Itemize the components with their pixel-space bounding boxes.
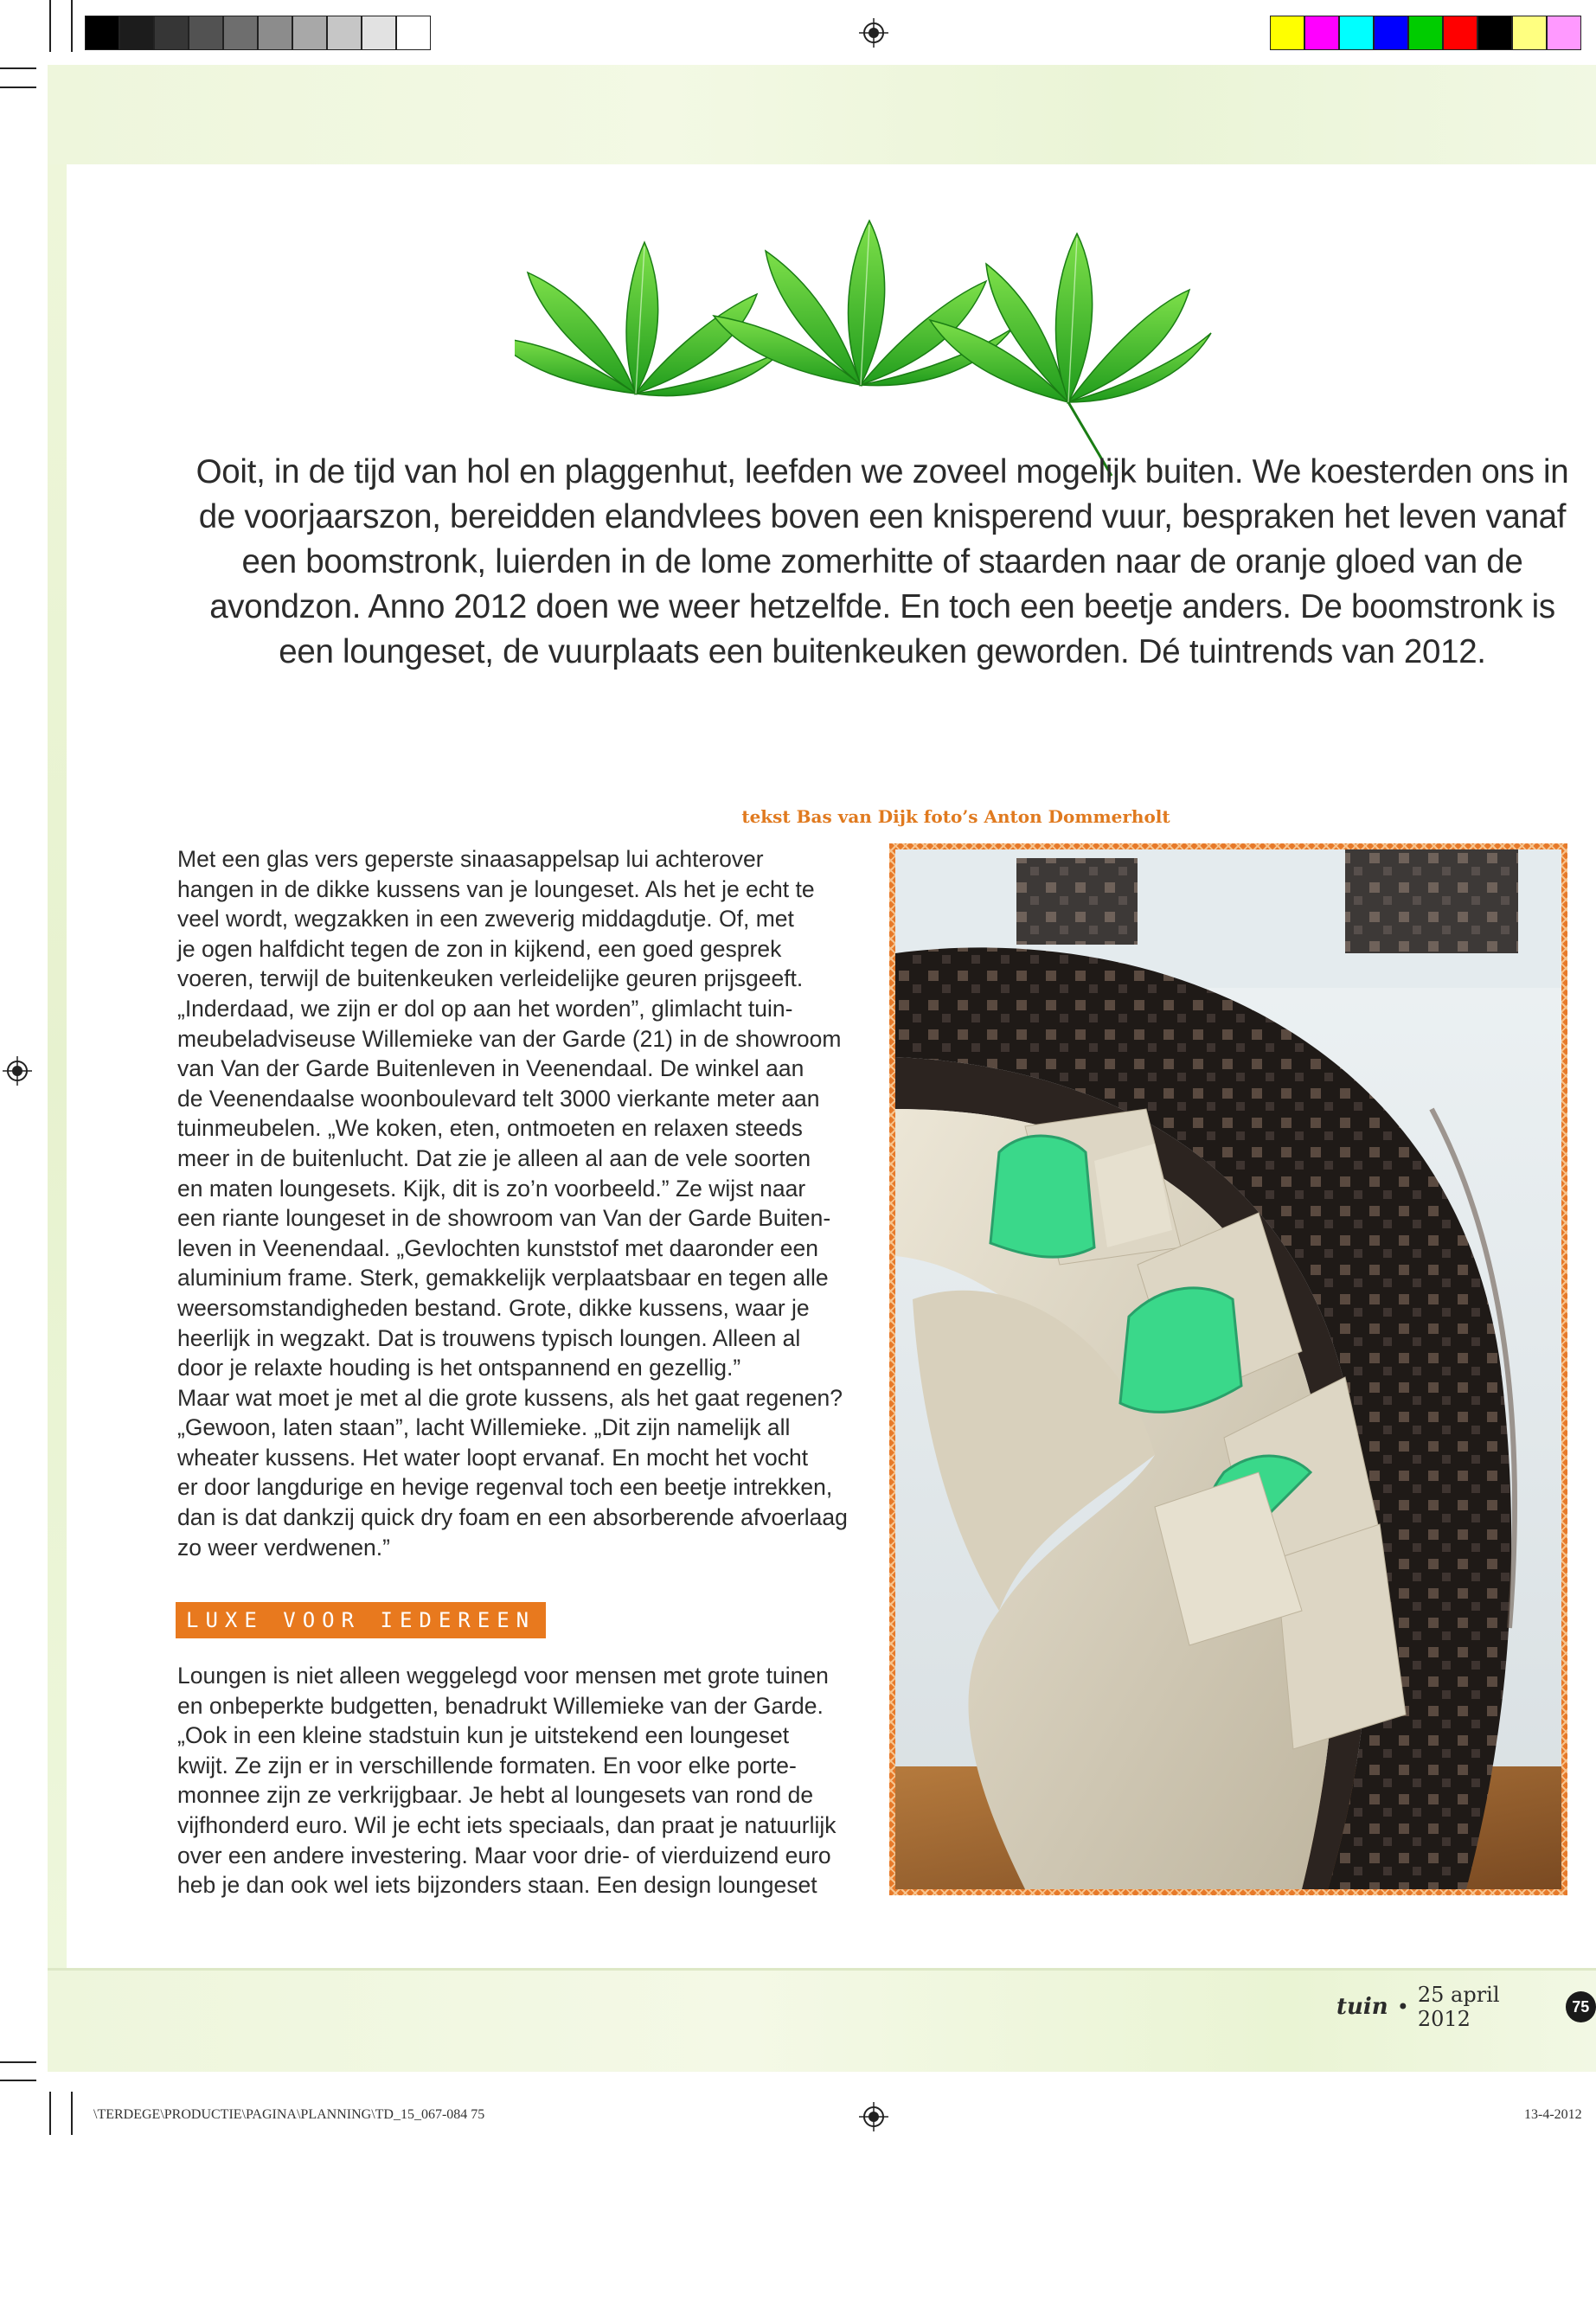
- print-slug-path: \TERDEGE\PRODUCTIE\PAGINA\PLANNING\TD_15_067-084 75: [93, 2107, 485, 2122]
- body-line: Met een glas vers geperste sinaasappelsap lui achterover: [177, 846, 764, 872]
- body-line: tuinmeubelen. „We koken, eten, ontmoeten en relaxen steeds: [177, 1115, 803, 1142]
- page-number-badge: 75: [1566, 1991, 1596, 2022]
- footer-separator: •: [1396, 1995, 1409, 2019]
- crop-mark: [0, 2080, 36, 2081]
- body-line: over een andere investering. Maar voor drie- of vierduizend euro: [177, 1842, 831, 1868]
- body-line: veel wordt, wegzakken in een zweverig middagdutje. Of, met: [177, 906, 794, 933]
- body-line: heb je dan ook wel iets bijzonders staan. Een design loungeset: [177, 1872, 817, 1899]
- loungeset-photo-frame: [889, 843, 1567, 1895]
- crop-mark: [71, 0, 73, 52]
- color-calibration-strip: [1270, 16, 1581, 50]
- body-line: meer in de buitenlucht. Dat zie je alleen al aan de vele soorten: [177, 1144, 811, 1171]
- registration-mark-icon: [859, 2102, 888, 2131]
- body-line: je ogen halfdicht tegen de zon in kijkend, een goed gesprek: [177, 935, 782, 962]
- body-line: er door langdurige en hevige regenval toch een beetje intrekken,: [177, 1474, 833, 1501]
- page-footer: [1336, 1983, 1596, 2031]
- body-line: wheater kussens. Het water loopt ervanaf. En mocht het vocht: [177, 1444, 809, 1471]
- body-line: Maar wat moet je met al die grote kussens, als het gaat regenen?: [177, 1384, 843, 1411]
- body-line: en onbeperkte budgetten, benadrukt Willemieke van der Garde.: [177, 1692, 824, 1719]
- body-line: en maten loungesets. Kijk, dit is zo’n voorbeeld.” Ze wijst naar: [177, 1175, 806, 1202]
- body-line: monnee zijn ze verkrijgbaar. Je hebt al loungesets van rond de: [177, 1782, 814, 1809]
- body-line: hangen in de dikke kussens van je loungeset. Als het je echt te: [177, 875, 815, 902]
- crop-mark: [0, 87, 36, 88]
- print-slug-date: 13-4-2012: [1524, 2107, 1582, 2122]
- magazine-page: [48, 65, 1596, 2072]
- body-line: Loungen is niet alleen weggelegd voor mensen met grote tuinen: [177, 1663, 829, 1689]
- section-subheading: LUXE VOOR IEDEREEN: [176, 1602, 546, 1638]
- body-line: „Gewoon, laten staan”, lacht Willemieke. „Dit zijn namelijk all: [177, 1414, 791, 1441]
- registration-mark-icon: [3, 1056, 32, 1086]
- body-line: de Veenendaalse woonboulevard telt 3000 vierkante meter aan: [177, 1085, 820, 1112]
- issue-date: 25 april 2012: [1417, 1983, 1500, 2031]
- body-line: dan is dat dankzij quick dry foam en een absorberende afvoerlaag: [177, 1504, 848, 1531]
- registration-mark-icon: [859, 18, 888, 48]
- green-leaves-illustration: [515, 177, 1224, 489]
- grayscale-calibration-strip: [85, 16, 431, 50]
- body-line: weersomstandigheden bestand. Grote, dikke kussens, waar je: [177, 1294, 810, 1321]
- body-line: vijfhonderd euro. Wil je echt iets speciaals, dan praat je natuurlijk: [177, 1811, 836, 1838]
- crop-mark: [71, 2092, 73, 2135]
- body-line: door je relaxte houding is het ontspannend en gezellig.”: [177, 1355, 741, 1381]
- crop-mark: [49, 2092, 51, 2135]
- body-line: „Inderdaad, we zijn er dol op aan het worden”, glimlacht tuin-: [177, 995, 793, 1022]
- body-line: kwijt. Ze zijn er in verschillende formaten. En voor elke porte-: [177, 1752, 797, 1779]
- body-line: leven in Veenendaal. „Gevlochten kunststof met daaronder een: [177, 1234, 819, 1261]
- body-line: „Ook in een kleine stadstuin kun je uitstekend een loungeset: [177, 1722, 790, 1749]
- body-line: zo weer verdwenen.”: [177, 1534, 390, 1561]
- body-line: voeren, terwijl de buitenkeuken verleidelijke geuren prijsgeeft.: [177, 965, 804, 992]
- body-text-column: [177, 844, 904, 1562]
- body-line: een riante loungeset in de showroom van Van der Garde Buiten-: [177, 1205, 831, 1232]
- magazine-brand: tuin: [1336, 1994, 1388, 2020]
- body-text-column-continued: [177, 1661, 904, 1900]
- decorative-top-band: [48, 65, 1596, 164]
- crop-mark: [0, 67, 36, 69]
- body-line: heerlijk in wegzakt. Dat is trouwens typisch loungen. Alleen al: [177, 1324, 801, 1351]
- body-line: meubeladviseuse Willemieke van der Garde (21) in de showroom: [177, 1025, 842, 1052]
- crop-mark: [0, 2061, 36, 2063]
- intro-paragraph: Ooit, in de tijd van hol en plaggenhut, leefden we zoveel mogelijk buiten. We koesterden ons in de voorjaarszon, bereidden elandvlees boven een knisperend vuur, bespraken het leven vanaf een boomstronk, luierden in de lome zomerhitte of staarden naar de oranje gloed van de avondzon. Anno 2012 doen we weer hetzelfde. En toch een beetje anders. De boomstronk is een loungeset, de vuurplaats een buitenkeuken geworden. Dé tuintrends van 2012.: [195, 453, 1569, 670]
- body-line: van Van der Garde Buitenleven in Veenendaal. De winkel aan: [177, 1055, 804, 1082]
- crop-mark: [49, 0, 51, 52]
- body-line: aluminium frame. Sterk, gemakkelijk verplaatsbaar en tegen alle: [177, 1265, 829, 1292]
- loungeset-photo: [895, 849, 1561, 1889]
- byline: tekst Bas van Dijk foto’s Anton Dommerholt: [741, 806, 1170, 827]
- decorative-left-band: [48, 164, 67, 1972]
